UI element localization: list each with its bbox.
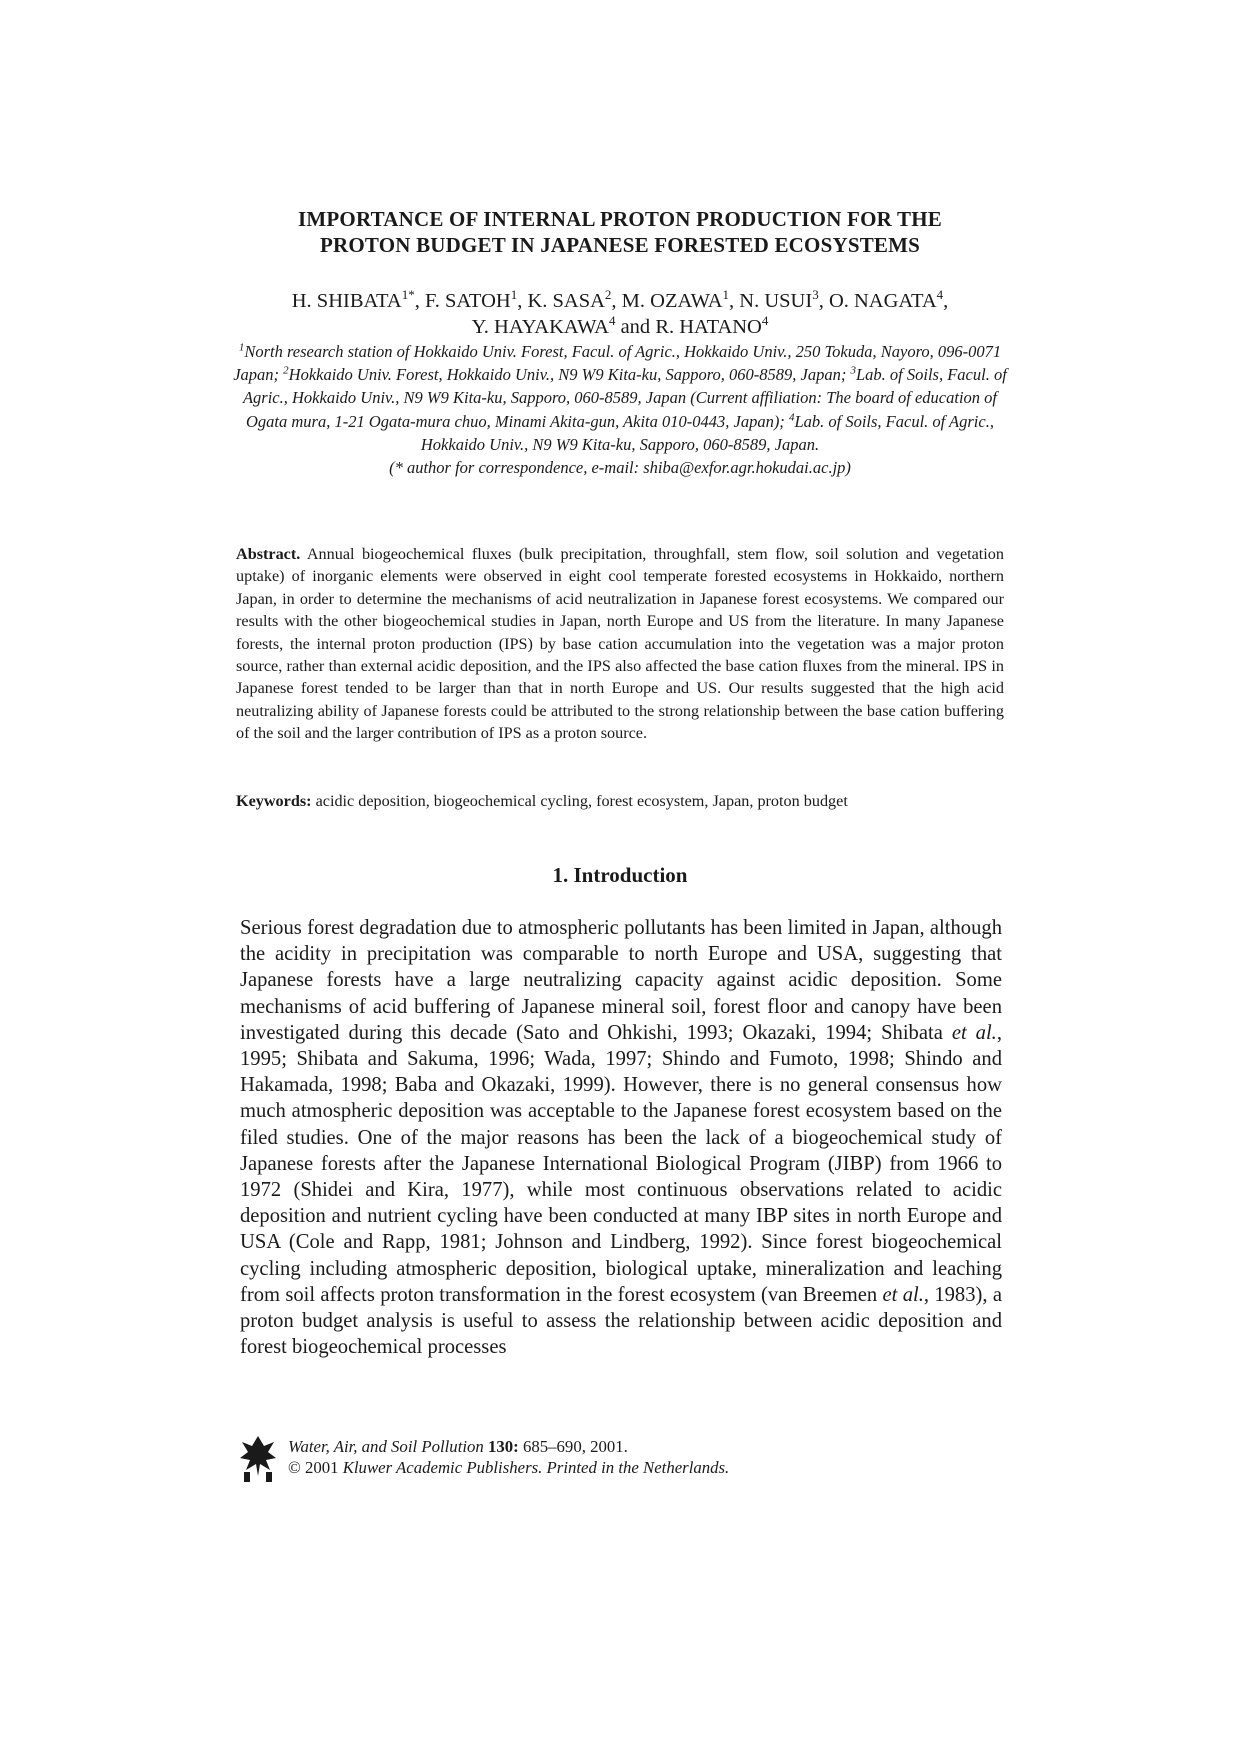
affil-mark: 2	[283, 364, 289, 377]
author-name: R. HATANO	[655, 316, 762, 338]
author-affil-mark: 2	[604, 287, 612, 303]
author-name: Y. HAYAKAWA	[471, 316, 609, 338]
title-line-2: PROTON BUDGET IN JAPANESE FORESTED ECOSYSTEMS	[319, 233, 921, 257]
intro-text-1: Serious forest degradation due to atmospheric pollutants has been limited in Japan, although the acidity in precipitation was comparable to north Europe and USA, suggesting that Japanese forests have a large neutralizing capacity against acidic deposition. Some mechanisms of acid buffering of Japanese mineral soil, forest floor and canopy have been investigated during this decade (Sato and Ohkishi, 1993; Okazaki, 1994; Shibata	[240, 917, 1002, 1044]
author-name: K. SASA	[527, 290, 605, 312]
journal-name: Water, Air, and Soil Pollution	[288, 1437, 484, 1456]
author-name: H. SHIBATA	[291, 290, 402, 312]
intro-text-2: , 1995; Shibata and Sakuma, 1996; Wada, 1997; Shindo and Fumoto, 1998; Shindo and Hakamada, 1998; Baba and Okazaki, 1999). However, there is no general consensus how much atmospheric deposition was acceptable to the Japanese forest ecosystem based on the filed studies. One of the major reasons has been the lack of a biogeochemical study of Japanese forests after the Japanese International Biological Program (JIBP) from 1966 to 1972 (Shidei and Kira, 1977), while most continuous observations related to acidic deposition and nutrient cycling have been conducted at many IBP sites in north Europe and USA (Cole and Rapp, 1981; Johnson and Lindberg, 1992). Since forest biogeochemical cycling including atmospheric deposition, biological uptake, mineralization and leaching from soil affects proton transformation in the forest ecosystem (van Breemen	[240, 1021, 1002, 1306]
citation-line-1	[288, 1436, 729, 1457]
correspondence-note: (* author for correspondence, e-mail: shiba@exfor.agr.hokudai.ac.jp)	[389, 458, 851, 478]
section-heading-introduction: 1. Introduction	[552, 863, 688, 887]
author-conjunction: and	[620, 316, 651, 338]
abstract-text: Annual biogeochemical fluxes (bulk precipitation, throughfall, stem flow, soil solution and vegetation uptake) of inorganic elements were observed in eight cool temperate forested ecosystems in Hokkaido, northern Japan, in order to determine the mechanisms of acid neutralization in Japanese forest ecosystems. We compared our results with the other biogeochemical studies in Japan, north Europe and US from the literature. In many Japanese forests, the internal proton production (IPS) by base cation accumulation into the vegetation was a major proton source, rather than external acidic deposition, and the IPS also affected the base cation fluxes from the mineral. IPS in Japanese forest tended to be larger than that in north Europe and US. Our results suggested that the high acid neutralizing ability of Japanese forests could be attributed to the strong relationship between the base cation buffering of the soil and the larger contribution of IPS as a proton source.	[236, 545, 1004, 743]
author-line-1: H. $SHIBATA^{1*}$, F. SATOH$^1$, K. SASA$^2$, M. OZAWA$^1$, N. USUI$^3$, O. NAGATA$^4$,	[291, 287, 949, 312]
affiliation-3: Lab. of Soils, Facul. of Agric., Hokkaido Univ., N9 W9 Kita-ku, Sapporo, 060-8589, Japan (Current affiliation: The board of education of Ogata mura, 1-21 Ogata-mura chuo, Minami Akita-gun, Akita 010-0443, Japan);	[242, 365, 1007, 431]
intro-et-al: et al.	[882, 1283, 924, 1306]
kluwer-logo-icon	[240, 1436, 276, 1482]
affil-mark: 3	[850, 364, 856, 377]
publisher-line: Kluwer Academic Publishers. Printed in the Netherlands.	[342, 1458, 730, 1477]
journal-footer	[240, 1436, 880, 1496]
affiliations	[232, 340, 1008, 479]
abstract-label: Abstract.	[236, 545, 301, 563]
title-line-1: IMPORTANCE OF INTERNAL PROTON PRODUCTION FOR THE	[298, 207, 942, 231]
author-list	[200, 288, 1040, 340]
journal-pages: 685–690, 2001.	[518, 1437, 628, 1456]
journal-citation	[288, 1436, 729, 1478]
affiliation-2: Hokkaido Univ. Forest, Hokkaido Univ., N9 W9 Kita-ku, Sapporo, 060-8589, Japan;	[288, 365, 851, 385]
author-name: M. OZAWA	[621, 290, 723, 312]
author-affil-mark: 4	[936, 287, 944, 303]
journal-volume: 130:	[483, 1437, 519, 1456]
intro-et-al: et al.	[951, 1021, 997, 1044]
affiliation-text	[232, 340, 1008, 456]
author-affil-mark: 3	[812, 287, 819, 303]
paper-title	[200, 206, 1040, 258]
author-affil-mark: 1	[722, 287, 730, 303]
keywords-label: Keywords:	[236, 792, 312, 810]
affiliation-4: Lab. of Soils, Facul. of Agric., Hokkaido Univ., N9 W9 Kita-ku, Sapporo, 060-8589, Japan.	[420, 411, 994, 454]
author-affil-mark: 4	[608, 313, 616, 329]
author-line-2	[200, 314, 1040, 340]
author-name: N. USUI	[739, 290, 813, 312]
author-affil-mark: 1*	[401, 287, 415, 303]
keywords-text: acidic deposition, biogeochemical cycling, forest ecosystem, Japan, proton budget	[311, 792, 848, 810]
author-affil-mark: 1	[510, 287, 518, 303]
keywords	[236, 790, 1004, 812]
affil-mark: 1	[238, 341, 245, 354]
author-affil-mark: 4	[761, 313, 769, 329]
copyright-year: © 2001	[288, 1458, 343, 1477]
introduction-body	[240, 915, 1002, 1360]
citation-line-2	[288, 1457, 729, 1478]
affiliation-1: North research station of Hokkaido Univ. Forest, Facul. of Agric., Hokkaido Univ., 250 Tokuda, Nayoro, 096-0071 Japan;	[233, 342, 1002, 385]
affil-mark: 4	[788, 411, 795, 424]
intro-text-3: , 1983), a proton budget analysis is useful to assess the relationship between acidic deposition and forest biogeochemical processes	[240, 1283, 1002, 1359]
author-name: O. NAGATA	[828, 290, 937, 312]
abstract	[236, 543, 1004, 745]
author-name: F. SATOH	[424, 290, 511, 312]
